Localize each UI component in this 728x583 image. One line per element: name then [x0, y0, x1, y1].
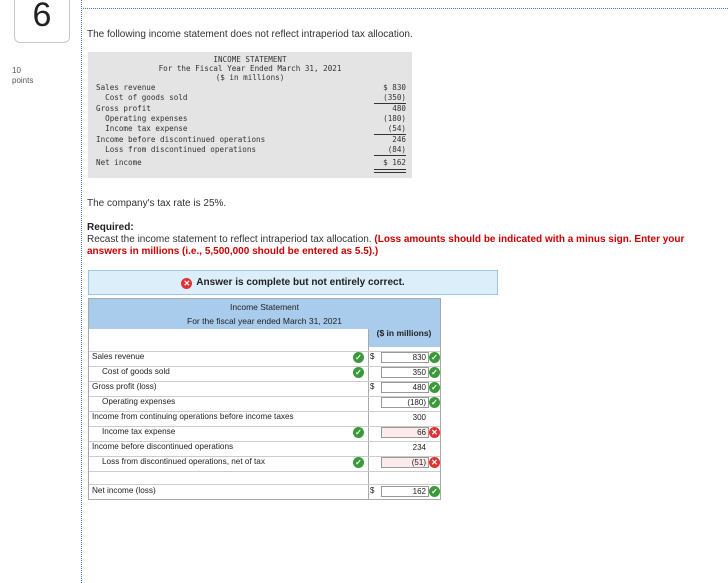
reference-row-label: Gross profit — [96, 104, 151, 113]
answer-row-value: 234 — [412, 443, 426, 452]
answer-row-value[interactable]: (51) — [381, 457, 429, 468]
incorrect-icon: ✕ — [429, 457, 440, 468]
check-icon: ✓ — [429, 397, 440, 408]
points-info — [12, 66, 33, 86]
check-icon: ✓ — [429, 382, 440, 393]
points-value: 10 — [12, 66, 21, 75]
answer-row-label: Net income (loss) — [92, 486, 156, 495]
reference-row-value: $ 162 — [383, 158, 406, 167]
points-label: points — [12, 76, 34, 85]
row-divider — [89, 471, 440, 472]
answer-row-value[interactable]: 66 — [381, 427, 429, 438]
instructions — [87, 234, 717, 258]
row-divider — [89, 484, 440, 485]
answer-row-value: 480 — [381, 382, 429, 393]
answer-row-label: Operating expenses — [102, 397, 176, 406]
reference-units: ($ in millions) — [215, 73, 285, 82]
answer-table-header — [89, 299, 440, 329]
tax-rate-text: The company's tax rate is 25%. — [87, 198, 227, 209]
answer-row-label: Income before discontinued operations — [92, 442, 234, 451]
instruction-main: Recast the income statement to reflect intraperiod tax allocation. — [87, 234, 375, 245]
answer-row-label[interactable]: Sales revenue — [92, 352, 145, 361]
question-number: 6 — [14, 0, 70, 43]
answer-row-label[interactable]: Loss from discontinued operations, net of tax — [102, 457, 265, 466]
reference-row-label: Operating expenses — [96, 114, 188, 123]
reference-row-label: Net income — [96, 158, 142, 167]
dollar-sign: $ — [370, 486, 375, 495]
reference-row-label: Loss from discontinued operations — [96, 145, 257, 154]
incorrect-icon: ✕ — [181, 278, 192, 289]
reference-row-value: (180) — [383, 114, 406, 123]
reference-row-label: Cost of goods sold — [96, 93, 188, 102]
reference-row-value: (350) — [374, 93, 406, 104]
check-icon: ✓ — [353, 352, 364, 363]
reference-title: INCOME STATEMENT — [213, 55, 287, 64]
check-icon: ✓ — [353, 457, 364, 468]
left-divider — [81, 0, 82, 583]
unit-header: ($ in millions) — [368, 329, 440, 347]
top-divider — [81, 8, 728, 9]
reference-row-value: (84) — [374, 145, 406, 156]
reference-row-value: 480 — [392, 104, 406, 113]
answer-row-label: Income from continuing operations before income taxes — [92, 412, 294, 421]
reference-row-value: $ 830 — [383, 83, 406, 92]
check-icon: ✓ — [429, 367, 440, 378]
reference-row-label: Income tax expense — [96, 124, 188, 133]
answer-row-value: 300 — [412, 413, 426, 422]
instruction-note: (Loss amounts should be indicated with a minus sign. Enter your answers in millions (i.e., 5,500,000 should be entered as 5.5).) — [87, 234, 685, 257]
answer-table — [88, 298, 441, 500]
answer-row-label[interactable]: Cost of goods sold — [102, 367, 170, 376]
reference-row-label: Income before discontinued operations — [96, 135, 266, 144]
dollar-sign: $ — [370, 352, 375, 361]
column-divider — [368, 329, 369, 499]
answer-row-label[interactable]: Income tax expense — [102, 427, 176, 436]
answer-row-label: Gross profit (loss) — [92, 382, 157, 391]
answer-row-value[interactable]: 350 — [381, 367, 429, 378]
check-icon: ✓ — [353, 367, 364, 378]
banner-text: Answer is complete but not entirely correct. — [196, 277, 405, 288]
answer-table-subtitle: For the fiscal year ended March 31, 2021 — [187, 316, 342, 326]
incorrect-icon: ✕ — [429, 427, 440, 438]
check-icon: ✓ — [429, 486, 440, 497]
answer-row-value: 162 — [381, 486, 429, 497]
check-icon: ✓ — [353, 427, 364, 438]
reference-row-value: 246 — [392, 135, 406, 144]
required-label: Required: — [87, 222, 134, 233]
check-icon: ✓ — [429, 352, 440, 363]
reference-row-value: (54) — [374, 124, 406, 135]
answer-table-title: Income Statement — [230, 302, 299, 312]
answer-row-value[interactable]: 830 — [381, 352, 429, 363]
reference-row-label: Sales revenue — [96, 83, 156, 92]
result-banner — [88, 270, 498, 295]
answer-row-value[interactable]: (180) — [381, 397, 429, 408]
reference-income-statement — [88, 52, 412, 178]
reference-period: For the Fiscal Year Ended March 31, 2021 — [158, 64, 342, 73]
double-underline — [374, 169, 406, 173]
dollar-sign: $ — [370, 382, 375, 391]
question-prompt: The following income statement does not reflect intraperiod tax allocation. — [87, 29, 413, 40]
